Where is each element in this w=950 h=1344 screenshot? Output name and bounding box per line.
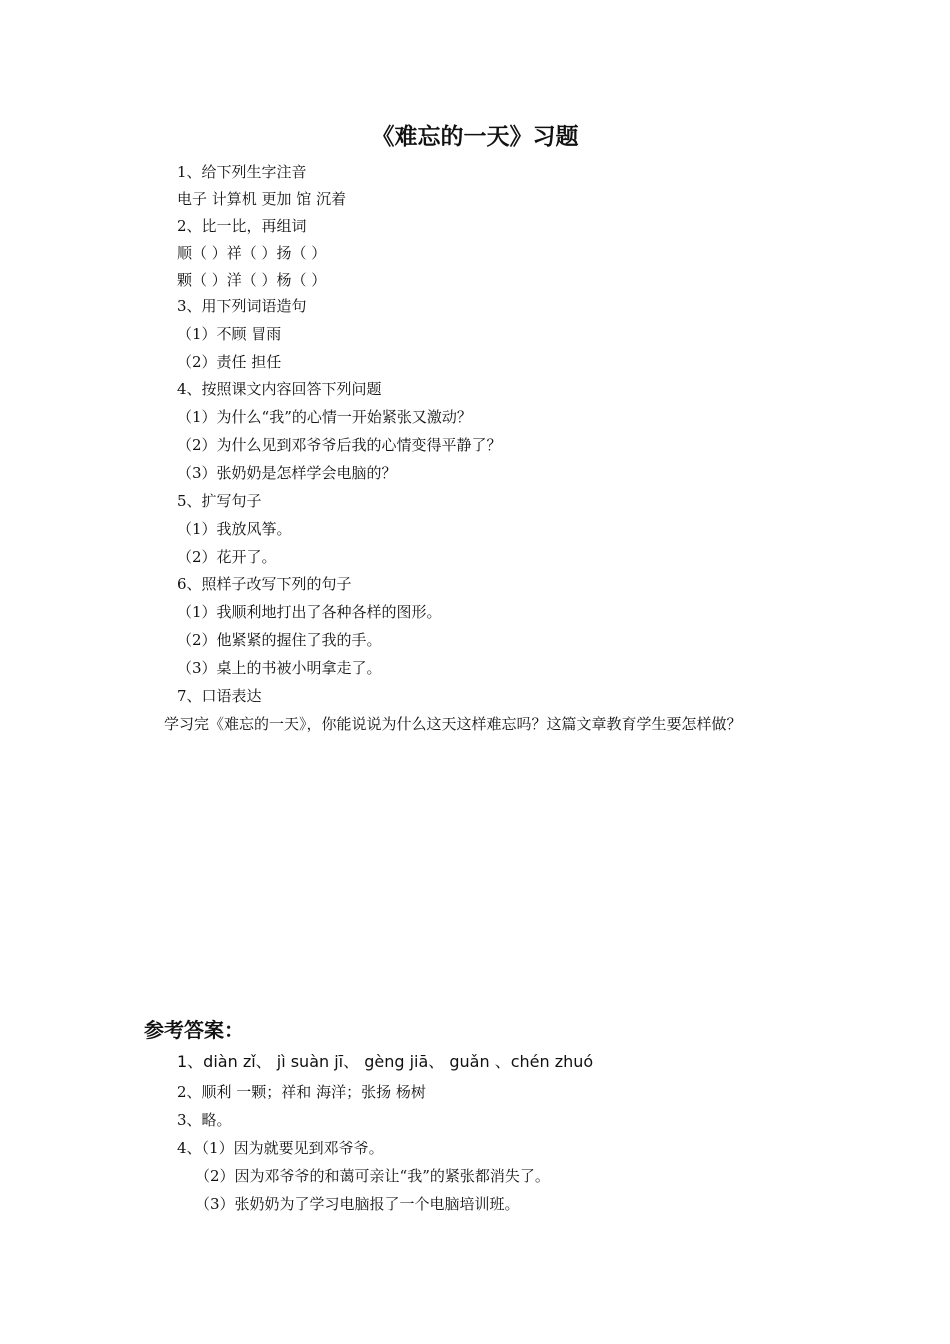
answer-2: 2、顺利 一颗；祥和 海洋；张扬 杨树 — [177, 1083, 426, 1101]
question-6-heading: 6、照样子改写下列的句子 — [177, 575, 352, 593]
answers-heading: 参考答案： — [144, 1018, 244, 1042]
question-4-item-3: （3）张奶奶是怎样学会电脑的？ — [177, 464, 397, 482]
question-2-heading: 2、比一比，再组词 — [177, 217, 307, 235]
question-3-heading: 3、用下列词语造句 — [177, 297, 307, 315]
question-5-heading: 5、扩写句子 — [177, 492, 262, 510]
question-2-row-1: 顺（ ）祥（ ）扬（ ） — [177, 244, 327, 262]
answer-3: 3、略。 — [177, 1111, 232, 1129]
question-1-words: 电子 计算机 更加 馆 沉着 — [177, 190, 347, 208]
question-7-heading: 7、口语表达 — [177, 687, 262, 705]
answer-4-item-1: 4、（1）因为就要见到邓爷爷。 — [177, 1139, 384, 1157]
question-3-item-1: （1）不顾 冒雨 — [177, 325, 282, 343]
question-7-prompt: 学习完《难忘的一天》，你能说说为什么这天这样难忘吗？这篇文章教育学生要怎样做？ — [164, 715, 742, 733]
question-2-row-2: 颗（ ）洋（ ）杨（ ） — [177, 271, 327, 289]
page-title: 《难忘的一天》习题 — [371, 123, 579, 150]
question-5-item-1: （1）我放风筝。 — [177, 520, 292, 538]
answer-4-item-3: （3）张奶奶为了学习电脑报了一个电脑培训班。 — [195, 1195, 520, 1213]
question-6-item-1: （1）我顺利地打出了各种各样的图形。 — [177, 603, 442, 621]
question-3-item-2: （2）责任 担任 — [177, 353, 282, 371]
question-4-item-1: （1）为什么“我”的心情一开始紧张又激动？ — [177, 408, 472, 426]
question-6-item-2: （2）他紧紧的握住了我的手。 — [177, 631, 382, 649]
answer-4-item-2: （2）因为邓爷爷的和蔼可亲让“我”的紧张都消失了。 — [195, 1167, 550, 1185]
question-6-item-3: （3）桌上的书被小明拿走了。 — [177, 659, 382, 677]
answer-1-pinyin: 1、diàn zǐ、 jì suàn jī、 gèng jiā、 guǎn 、chén zhuó — [177, 1052, 594, 1071]
question-5-item-2: （2）花开了。 — [177, 548, 277, 566]
question-1-heading: 1、给下列生字注音 — [177, 163, 307, 181]
question-4-heading: 4、按照课文内容回答下列问题 — [177, 380, 382, 398]
question-4-item-2: （2）为什么见到邓爷爷后我的心情变得平静了？ — [177, 436, 502, 454]
